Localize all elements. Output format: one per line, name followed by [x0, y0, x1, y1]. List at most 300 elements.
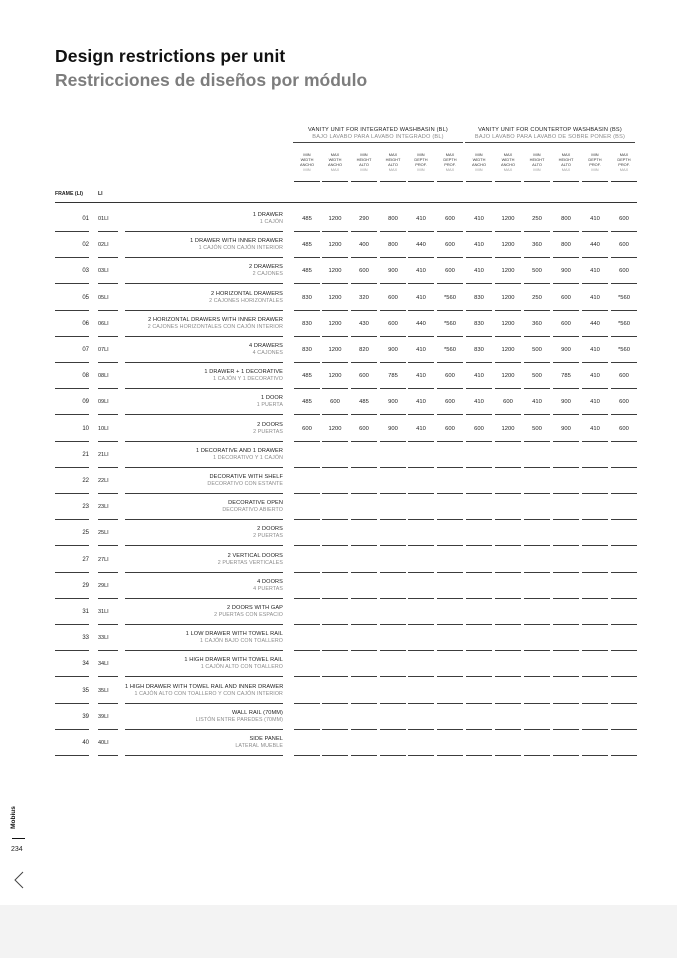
unit-name-es: 1 DECORATIVO Y 1 CAJÓN: [213, 454, 283, 461]
value-cell: 1200: [501, 373, 515, 380]
value-cell: 600: [619, 268, 629, 275]
value-cell: 900: [561, 347, 571, 353]
unit-name-en: 1 DRAWER + 1 DECORATIVE: [204, 369, 283, 376]
column-header-line: MIN: [303, 152, 311, 157]
column-header-line: WIDTH: [472, 156, 486, 162]
unit-name-es: 2 CAJONES: [252, 271, 283, 278]
value-cell: 600: [619, 399, 629, 406]
column-header: [322, 153, 348, 173]
li-code: 07LI: [98, 347, 109, 353]
column-header-line: MAX: [619, 166, 629, 172]
value-cell: 900: [388, 399, 398, 406]
unit-description: [125, 394, 283, 409]
value-cell: 410: [416, 216, 426, 222]
unit-name-es: 1 CAJÓN CON CAJÓN INTERIOR: [198, 245, 283, 252]
table-row: [0, 678, 677, 704]
value-cell: 410: [474, 216, 484, 222]
value-cell: 785: [561, 373, 571, 380]
li-code: 35LI: [98, 687, 109, 694]
unit-name-es: DECORATIVO CON ESTANTE: [207, 481, 283, 487]
brand-text: Mobius: [9, 806, 17, 829]
frame-code: 22: [82, 478, 89, 484]
column-header-line: MAX: [388, 166, 398, 172]
value-cell: 1200: [328, 320, 342, 327]
li-code: 25LI: [98, 530, 109, 537]
unit-description: [125, 683, 283, 698]
frame-code: 01: [82, 216, 89, 222]
table-row: [0, 363, 677, 389]
unit-description: [125, 447, 283, 462]
value-cell: 500: [532, 373, 542, 380]
li-code: 06LI: [98, 320, 109, 327]
unit-name-en: 2 HORIZONTAL DRAWERS WITH INNER DRAWER: [148, 316, 283, 323]
group-header-bl: [293, 127, 463, 143]
li-code: 22LI: [98, 478, 109, 484]
value-cell: 320: [359, 294, 369, 301]
column-header-line: MIN: [417, 166, 425, 172]
value-cell: 800: [561, 216, 571, 222]
page-subtitle: Restricciones de diseños por módulo: [55, 70, 368, 90]
column-header-line: WIDTH: [328, 156, 342, 162]
value-cell: 500: [532, 347, 542, 353]
unit-description: [125, 342, 283, 357]
column-header-line: ALTO: [532, 161, 542, 167]
value-cell: 830: [474, 320, 484, 327]
unit-description: [125, 552, 283, 567]
table-row: [0, 468, 677, 494]
column-header-line: MIN: [303, 166, 311, 172]
value-cell: 410: [416, 373, 426, 380]
value-cell: 1200: [501, 216, 515, 222]
value-cell: 600: [561, 320, 571, 327]
li-code: 02LI: [98, 242, 109, 249]
value-cell: 1200: [501, 268, 515, 275]
li-code: 39LI: [98, 713, 109, 720]
value-cell: 600: [445, 399, 455, 406]
column-header: [495, 153, 521, 173]
unit-name-es: DECORATIVO ABIERTO: [222, 507, 283, 514]
brand-label: [9, 804, 22, 834]
value-cell: 600: [445, 242, 455, 249]
column-header-line: MIN: [591, 152, 599, 157]
column-header-line: MAX: [445, 152, 455, 157]
column-header-line: MAX: [503, 166, 513, 172]
unit-name-es: 2 PUERTAS CON ESPACIO: [214, 612, 283, 618]
unit-description: [125, 237, 283, 252]
column-header-line: ALTO: [359, 161, 369, 167]
value-cell: 800: [388, 242, 398, 249]
value-cell: 440: [590, 320, 600, 327]
column-header-line: DEPTH: [617, 156, 631, 162]
group-subtitle: BAJO LAVABO PARA LAVABO INTEGRADO (BL): [312, 134, 444, 140]
value-cell: 830: [302, 294, 312, 301]
column-header-line: HEIGHT: [558, 156, 574, 162]
value-cell: 1200: [328, 347, 342, 353]
li-code: 05LI: [98, 294, 109, 301]
value-cell: *560: [444, 320, 456, 327]
unit-description: [125, 211, 283, 226]
li-code: 23LI: [98, 504, 109, 511]
column-header: [294, 153, 320, 173]
frame-code: 07: [82, 347, 89, 353]
value-cell: *560: [618, 294, 630, 301]
table-row: [0, 520, 677, 546]
unit-description: [125, 473, 283, 488]
value-cell: 410: [590, 399, 600, 406]
value-cell: 830: [302, 347, 312, 353]
table-row: [0, 337, 677, 363]
value-cell: 250: [532, 294, 542, 301]
frame-code: 29: [82, 582, 89, 589]
column-header-line: MIN: [533, 166, 541, 172]
value-cell: 600: [619, 216, 629, 222]
column-header: [437, 153, 463, 173]
value-cell: 410: [474, 399, 484, 406]
column-header-line: MAX: [445, 166, 455, 172]
table-row: [0, 704, 677, 730]
column-header-line: MAX: [619, 152, 629, 157]
value-cell: 1200: [328, 373, 342, 380]
value-cell: 600: [445, 268, 455, 275]
value-cell: 600: [445, 425, 455, 432]
table-row: [0, 442, 677, 468]
li-code: 10LI: [98, 425, 109, 432]
unit-name-es: 2 PUERTAS: [253, 428, 283, 435]
column-header-line: HEIGHT: [356, 156, 372, 162]
frame-column-header: FRAME (LI): [55, 191, 83, 197]
unit-description: [125, 604, 283, 619]
unit-name-es: 2 PUERTAS: [253, 533, 283, 540]
page-title: Design restrictions per unit: [55, 46, 286, 66]
value-cell: 1200: [328, 425, 342, 432]
group-header-bs: [465, 127, 635, 143]
column-header-line: ALTO: [561, 161, 571, 167]
value-cell: 250: [532, 216, 542, 222]
value-cell: 900: [561, 425, 571, 432]
unit-name-es: LISTÓN ENTRE PAREDES (70MM): [195, 716, 283, 723]
chevron-left-icon[interactable]: [13, 870, 25, 890]
li-code: 03LI: [98, 268, 109, 275]
li-code: 27LI: [98, 556, 109, 563]
frame-code: 33: [82, 635, 89, 642]
value-cell: 830: [474, 294, 484, 301]
column-header-line: MAX: [561, 152, 571, 157]
value-cell: 410: [532, 399, 542, 406]
unit-name-en: 1 HIGH DRAWER WITH TOWEL RAIL AND INNER DRAWER: [125, 683, 284, 690]
li-code: 33LI: [98, 635, 109, 642]
value-cell: 1200: [501, 347, 515, 353]
unit-name-en: 2 DOORS WITH GAP: [227, 605, 283, 611]
value-cell: 410: [416, 268, 426, 275]
value-cell: 800: [388, 216, 398, 222]
value-cell: 600: [359, 425, 369, 432]
li-code: 01LI: [98, 216, 109, 222]
value-cell: 410: [474, 242, 484, 249]
column-header-line: PROF.: [589, 161, 601, 167]
unit-name-en: 2 DOORS: [257, 526, 283, 533]
column-header-line: DEPTH: [414, 156, 428, 162]
column-header-line: PROF.: [444, 161, 456, 167]
column-header-line: MIN: [360, 152, 368, 157]
unit-name-en: 1 LOW DRAWER WITH TOWEL RAIL: [185, 631, 283, 638]
value-cell: 485: [302, 216, 312, 222]
unit-description: [125, 735, 283, 750]
value-cell: 820: [359, 347, 369, 353]
value-cell: 485: [302, 268, 312, 275]
unit-name-en: 1 DECORATIVE AND 1 DRAWER: [195, 447, 283, 454]
table-row: [0, 258, 677, 284]
value-cell: 600: [359, 373, 369, 380]
li-code: 40LI: [98, 740, 109, 746]
li-code: 29LI: [98, 582, 109, 589]
value-cell: 830: [302, 320, 312, 327]
unit-name-en: 2 DOORS: [257, 421, 283, 428]
value-cell: 400: [359, 242, 369, 249]
frame-code: 21: [82, 451, 89, 458]
column-header: [466, 153, 492, 173]
column-header-line: MIN: [591, 166, 599, 172]
value-cell: 485: [302, 373, 312, 380]
table-row: [0, 389, 677, 415]
frame-code: 40: [82, 740, 89, 746]
value-cell: 410: [590, 347, 600, 353]
unit-name-en: WALL RAIL (70MM): [231, 709, 283, 716]
table-row: [0, 651, 677, 677]
column-header-line: MIN: [360, 166, 368, 172]
frame-code: 05: [82, 294, 89, 301]
frame-code: 34: [82, 661, 89, 668]
column-header-line: HEIGHT: [529, 156, 545, 162]
unit-name-en: 2 HORIZONTAL DRAWERS: [210, 290, 283, 297]
frame-code: 06: [82, 320, 89, 327]
unit-name-es: 1 CAJÓN: [259, 219, 283, 225]
column-header-line: MAX: [330, 166, 340, 172]
value-cell: 360: [532, 242, 542, 249]
unit-description: [125, 499, 283, 514]
value-cell: 600: [619, 242, 629, 249]
value-cell: 1200: [501, 320, 515, 327]
value-cell: 410: [416, 399, 426, 406]
value-cell: 600: [619, 425, 629, 432]
unit-description: [125, 525, 283, 540]
unit-description: [125, 368, 283, 383]
unit-description: [125, 421, 283, 436]
table-row: [0, 416, 677, 442]
column-header: [408, 153, 434, 173]
li-code: 09LI: [98, 399, 109, 406]
column-header-line: WIDTH: [300, 156, 314, 162]
unit-name-es: 1 CAJÓN Y 1 DECORATIVO: [213, 376, 283, 383]
column-header: [553, 153, 579, 173]
unit-name-en: 4 DRAWERS: [249, 343, 283, 349]
value-cell: 410: [474, 268, 484, 275]
value-cell: 900: [561, 268, 571, 275]
li-code: 21LI: [98, 451, 109, 458]
frame-code: 08: [82, 373, 89, 380]
value-cell: 1200: [501, 425, 515, 432]
footer-band: [0, 905, 677, 958]
unit-name-es: 2 PUERTAS VERTICALES: [217, 559, 283, 566]
value-cell: 410: [590, 425, 600, 432]
value-cell: 290: [359, 216, 369, 222]
table-row: [0, 232, 677, 258]
unit-description: [125, 709, 283, 724]
unit-name-es: LATERAL MUEBLE: [235, 743, 283, 749]
li-column-header: LI: [98, 191, 103, 197]
value-cell: 410: [416, 347, 426, 353]
unit-description: [125, 656, 283, 671]
li-code: 08LI: [98, 373, 109, 380]
column-header: [351, 153, 377, 173]
value-cell: 600: [445, 373, 455, 380]
value-cell: 785: [388, 373, 398, 380]
column-header: [524, 153, 550, 173]
column-header-line: MAX: [503, 152, 513, 157]
value-cell: 1200: [328, 268, 342, 275]
value-cell: 430: [359, 320, 369, 327]
value-cell: 485: [359, 399, 369, 406]
unit-name-es: 2 CAJONES HORIZONTALES: [209, 297, 283, 304]
table-row: [0, 625, 677, 651]
column-header-line: ANCHO: [471, 161, 487, 167]
unit-name-en: 1 HIGH DRAWER WITH TOWEL RAIL: [184, 657, 283, 664]
value-cell: 440: [416, 320, 426, 327]
unit-name-es: 1 CAJÓN BAJO CON TOALLERO: [200, 638, 283, 645]
value-cell: 410: [416, 294, 426, 301]
unit-name-en: 1 DRAWER WITH INNER DRAWER: [190, 238, 283, 245]
column-header-line: PROF.: [415, 161, 427, 167]
unit-name-es: 1 CAJÓN ALTO CON TOALLERO: [200, 664, 283, 671]
value-cell: *560: [618, 320, 630, 327]
frame-code: 35: [82, 687, 89, 694]
value-cell: 1200: [328, 294, 342, 301]
value-cell: 410: [416, 425, 426, 432]
value-cell: *560: [618, 347, 630, 353]
frame-code: 02: [82, 242, 89, 249]
value-cell: 600: [302, 425, 312, 432]
column-header-line: MIN: [533, 152, 541, 157]
unit-name-es: 4 PUERTAS: [253, 585, 283, 592]
li-code: 34LI: [98, 661, 109, 668]
value-cell: 600: [503, 399, 513, 406]
unit-name-en: SIDE PANEL: [249, 736, 283, 742]
column-header-line: MIN: [417, 152, 425, 157]
frame-code: 09: [82, 399, 89, 406]
table-row: [0, 206, 677, 232]
table-row: [0, 599, 677, 625]
table-row: [0, 494, 677, 520]
value-cell: 440: [590, 242, 600, 249]
column-header: [582, 153, 608, 173]
unit-description: [125, 263, 283, 278]
table-row: [0, 573, 677, 599]
table-row: [0, 730, 677, 756]
unit-name-es: 2 CAJONES HORIZONTALES CON CAJÓN INTERIOR: [147, 323, 283, 330]
value-cell: 1200: [328, 242, 342, 249]
value-cell: 900: [561, 399, 571, 406]
value-cell: 410: [474, 373, 484, 380]
column-header-line: ANCHO: [500, 161, 516, 167]
unit-description: [125, 578, 283, 593]
unit-name-en: 2 VERTICAL DOORS: [227, 552, 283, 559]
frame-code: 39: [82, 713, 89, 720]
value-cell: 410: [590, 294, 600, 301]
table-row: [0, 547, 677, 573]
group-title: VANITY UNIT FOR INTEGRATED WASHBASIN (BL): [308, 127, 448, 133]
unit-description: [125, 290, 283, 305]
frame-code: 10: [82, 425, 89, 432]
value-cell: 900: [388, 268, 398, 275]
value-cell: 1200: [328, 216, 342, 222]
value-cell: 1200: [501, 242, 515, 249]
frame-code: 31: [82, 609, 89, 615]
value-cell: 900: [388, 425, 398, 432]
column-header-line: DEPTH: [443, 156, 457, 162]
value-cell: *560: [444, 294, 456, 301]
column-header-line: ANCHO: [327, 161, 343, 167]
column-header-line: MAX: [388, 152, 398, 157]
unit-name-en: DECORATIVE WITH SHELF: [209, 474, 283, 480]
value-cell: 485: [302, 399, 312, 406]
value-cell: 1200: [501, 294, 515, 301]
column-header-line: ANCHO: [299, 161, 315, 167]
li-code: 31LI: [98, 609, 109, 615]
value-cell: 410: [590, 373, 600, 380]
unit-name-en: 4 DOORS: [257, 578, 283, 585]
unit-description: [125, 630, 283, 645]
group-title: VANITY UNIT FOR COUNTERTOP WASHBASIN (BS): [478, 127, 622, 133]
value-cell: 360: [532, 320, 542, 327]
table-row: [0, 311, 677, 337]
unit-name-en: 1 DRAWER: [252, 212, 283, 218]
column-header: [380, 153, 406, 173]
unit-name-es: 1 CAJÓN ALTO CON TOALLERO Y CON CAJÓN INTERIOR: [134, 690, 283, 697]
unit-name-en: 2 DRAWERS: [249, 264, 283, 271]
column-header-line: MIN: [475, 152, 483, 157]
column-header-line: MIN: [475, 166, 483, 172]
column-header-line: HEIGHT: [385, 156, 401, 162]
page-number: 234: [11, 846, 23, 853]
value-cell: 600: [619, 373, 629, 380]
frame-code: 25: [82, 530, 89, 537]
value-cell: 600: [359, 268, 369, 275]
column-header: [611, 153, 637, 173]
value-cell: *560: [444, 347, 456, 353]
value-cell: 500: [532, 268, 542, 275]
value-cell: 410: [590, 268, 600, 275]
frame-code: 23: [82, 504, 89, 511]
table-row: [0, 285, 677, 311]
value-cell: 900: [388, 347, 398, 353]
column-header-line: PROF.: [618, 161, 630, 167]
value-cell: 500: [532, 425, 542, 432]
value-cell: 600: [445, 216, 455, 222]
group-subtitle: BAJO LAVABO PARA LAVABO DE SOBRE PONER (BS): [474, 134, 626, 140]
value-cell: 440: [416, 242, 426, 249]
value-cell: 600: [561, 294, 571, 301]
column-header-line: DEPTH: [588, 156, 602, 162]
value-cell: 600: [388, 320, 398, 327]
frame-code: 27: [82, 556, 89, 563]
value-cell: 600: [474, 425, 484, 432]
value-cell: 600: [388, 294, 398, 301]
unit-description: [125, 316, 283, 331]
value-cell: 410: [590, 216, 600, 222]
value-cell: 830: [474, 347, 484, 353]
unit-name-en: DECORATIVE OPEN: [228, 500, 283, 507]
column-header-line: MAX: [561, 166, 571, 172]
column-header-line: WIDTH: [501, 156, 515, 162]
